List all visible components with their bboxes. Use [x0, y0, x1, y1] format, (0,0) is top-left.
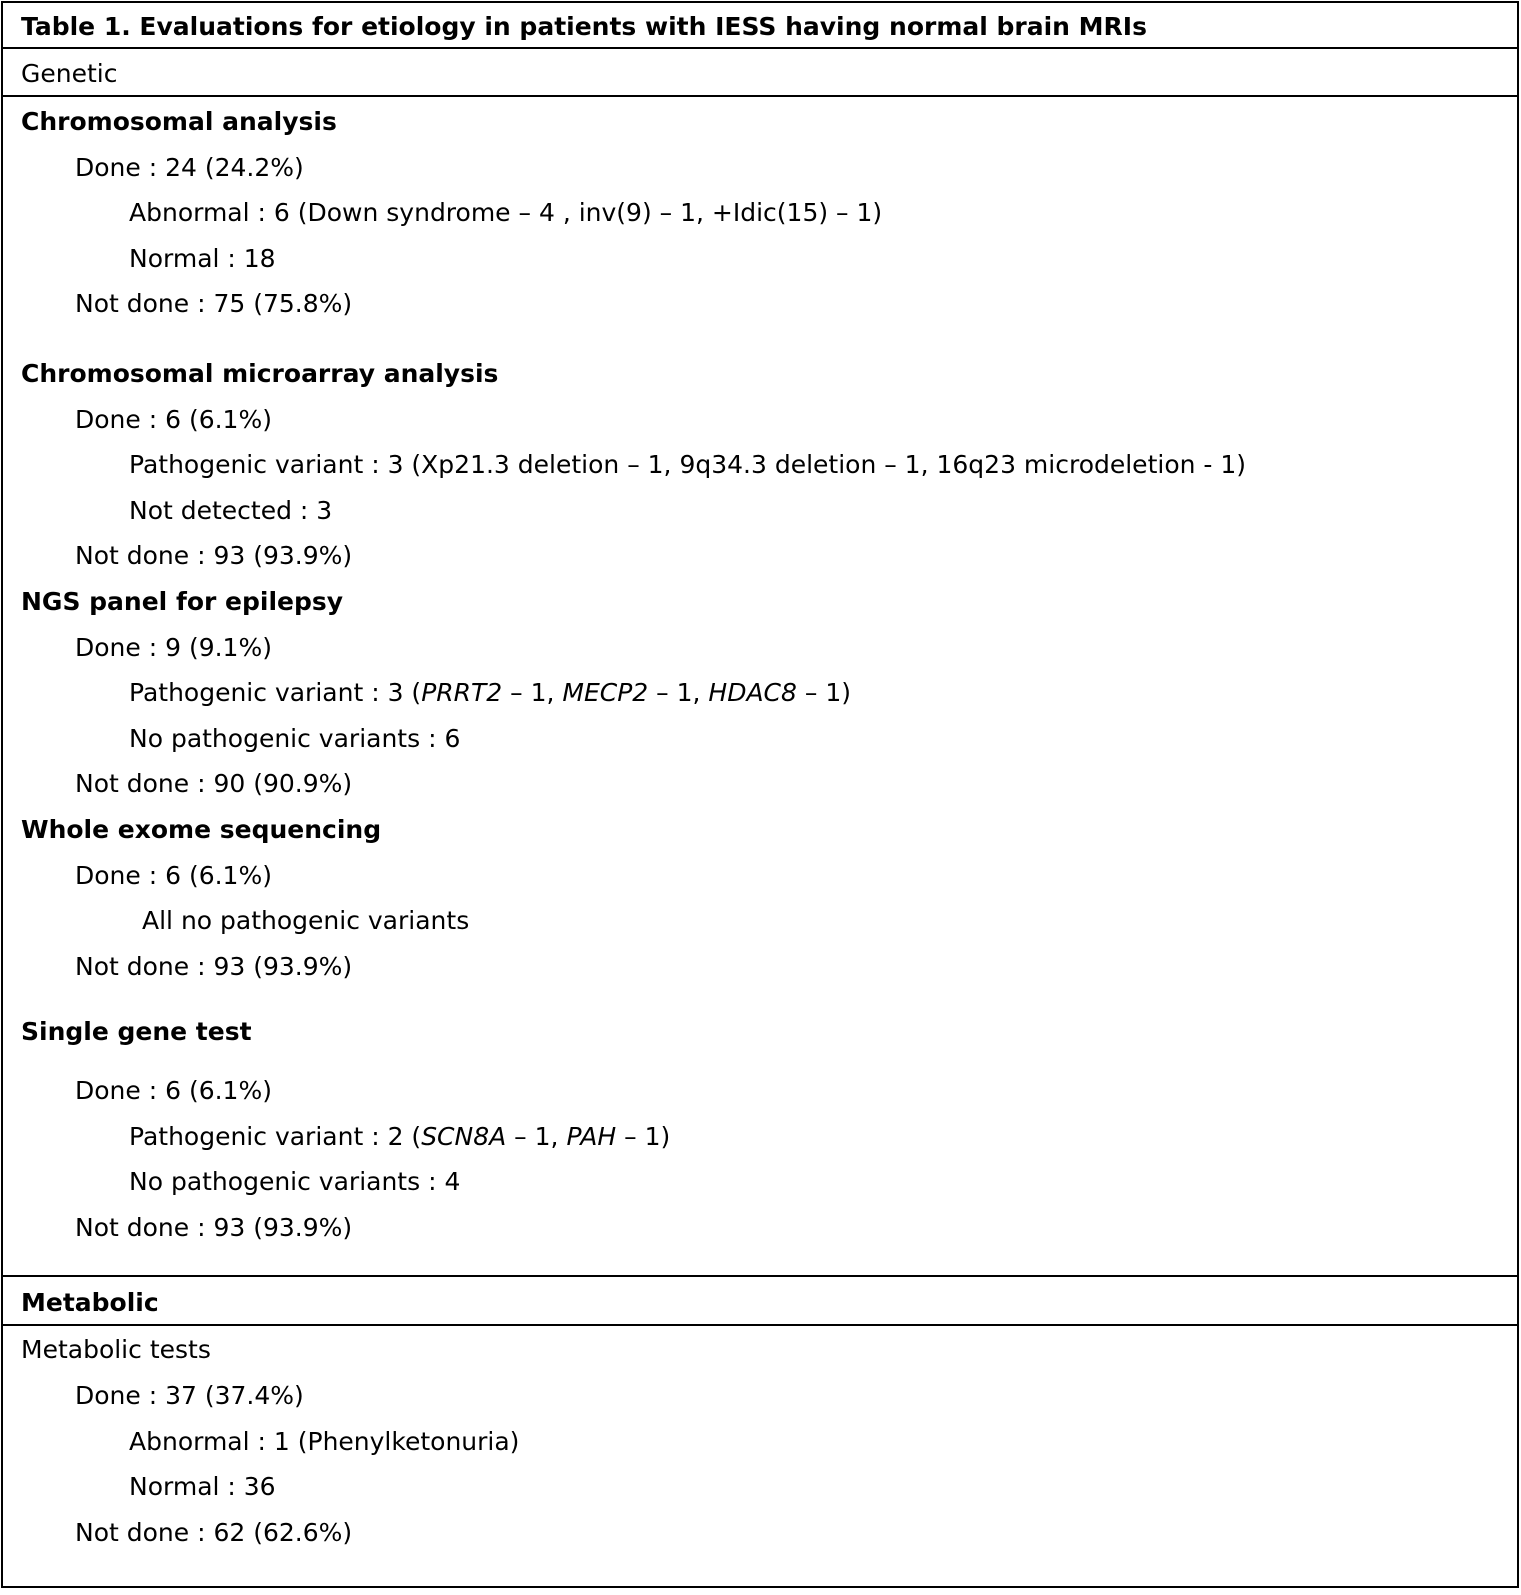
gene-name: PAH: [566, 1122, 617, 1151]
separator: – 1,: [502, 678, 563, 707]
wes-done: Done : 6 (6.1%): [75, 861, 272, 890]
section-heading-microarray: Chromosomal microarray analysis: [21, 359, 499, 388]
ngs-pathogenic: [129, 676, 851, 710]
evaluation-table: [1, 1, 1519, 1588]
wes-not-done: Not done : 93 (93.9%): [75, 952, 353, 981]
divider: [3, 95, 1517, 97]
ngs-no-pathogenic: No pathogenic variants : 6: [129, 724, 461, 753]
separator: – 1): [616, 1122, 671, 1151]
separator: – 1,: [506, 1122, 567, 1151]
gene-name: MECP2: [562, 678, 649, 707]
ngs-done: Done : 9 (9.1%): [75, 633, 272, 662]
single-pathogenic-prefix: Pathogenic variant : 2 (: [129, 1122, 422, 1151]
ngs-not-done: Not done : 90 (90.9%): [75, 769, 353, 798]
chromosomal-not-done: Not done : 75 (75.8%): [75, 289, 353, 318]
metabolic-abnormal: Abnormal : 1 (Phenylketonuria): [129, 1427, 520, 1456]
gene-name: SCN8A: [421, 1122, 507, 1151]
divider: [3, 1324, 1517, 1326]
section-heading-single-gene: Single gene test: [21, 1017, 252, 1046]
separator: – 1): [796, 678, 851, 707]
metabolic-tests-label: Metabolic tests: [21, 1335, 211, 1364]
microarray-not-done: Not done : 93 (93.9%): [75, 541, 353, 570]
chromosomal-normal: Normal : 18: [129, 244, 276, 273]
divider: [3, 47, 1517, 49]
metabolic-done: Done : 37 (37.4%): [75, 1381, 304, 1410]
microarray-pathogenic: Pathogenic variant : 3 (Xp21.3 deletion – 1, 9q34.3 deletion – 1, 16q23 microdeletion - 1): [129, 450, 1247, 479]
section-heading-ngs: NGS panel for epilepsy: [21, 587, 344, 616]
ngs-pathogenic-prefix: Pathogenic variant : 3 (: [129, 678, 422, 707]
chromosomal-done: Done : 24 (24.2%): [75, 153, 304, 182]
separator: – 1,: [648, 678, 709, 707]
microarray-done: Done : 6 (6.1%): [75, 405, 272, 434]
single-no-pathogenic: No pathogenic variants : 4: [129, 1167, 461, 1196]
microarray-not-detected: Not detected : 3: [129, 496, 333, 525]
section-heading-metabolic: Metabolic: [21, 1288, 159, 1317]
table-title: Table 1. Evaluations for etiology in patients with IESS having normal brain MRIs: [21, 12, 1147, 41]
chromosomal-abnormal: Abnormal : 6 (Down syndrome – 4 , inv(9) – 1, +Idic(15) – 1): [129, 198, 883, 227]
single-not-done: Not done : 93 (93.9%): [75, 1213, 353, 1242]
metabolic-normal: Normal : 36: [129, 1472, 276, 1501]
single-pathogenic: [129, 1120, 670, 1154]
section-heading-wes: Whole exome sequencing: [21, 815, 382, 844]
divider: [3, 1275, 1517, 1277]
single-done: Done : 6 (6.1%): [75, 1076, 272, 1105]
gene-name: PRRT2: [421, 678, 503, 707]
metabolic-not-done: Not done : 62 (62.6%): [75, 1518, 353, 1547]
gene-name: HDAC8: [708, 678, 797, 707]
genetic-label: Genetic: [21, 59, 118, 88]
wes-result: All no pathogenic variants: [142, 906, 470, 935]
section-heading-chromosomal: Chromosomal analysis: [21, 107, 337, 136]
